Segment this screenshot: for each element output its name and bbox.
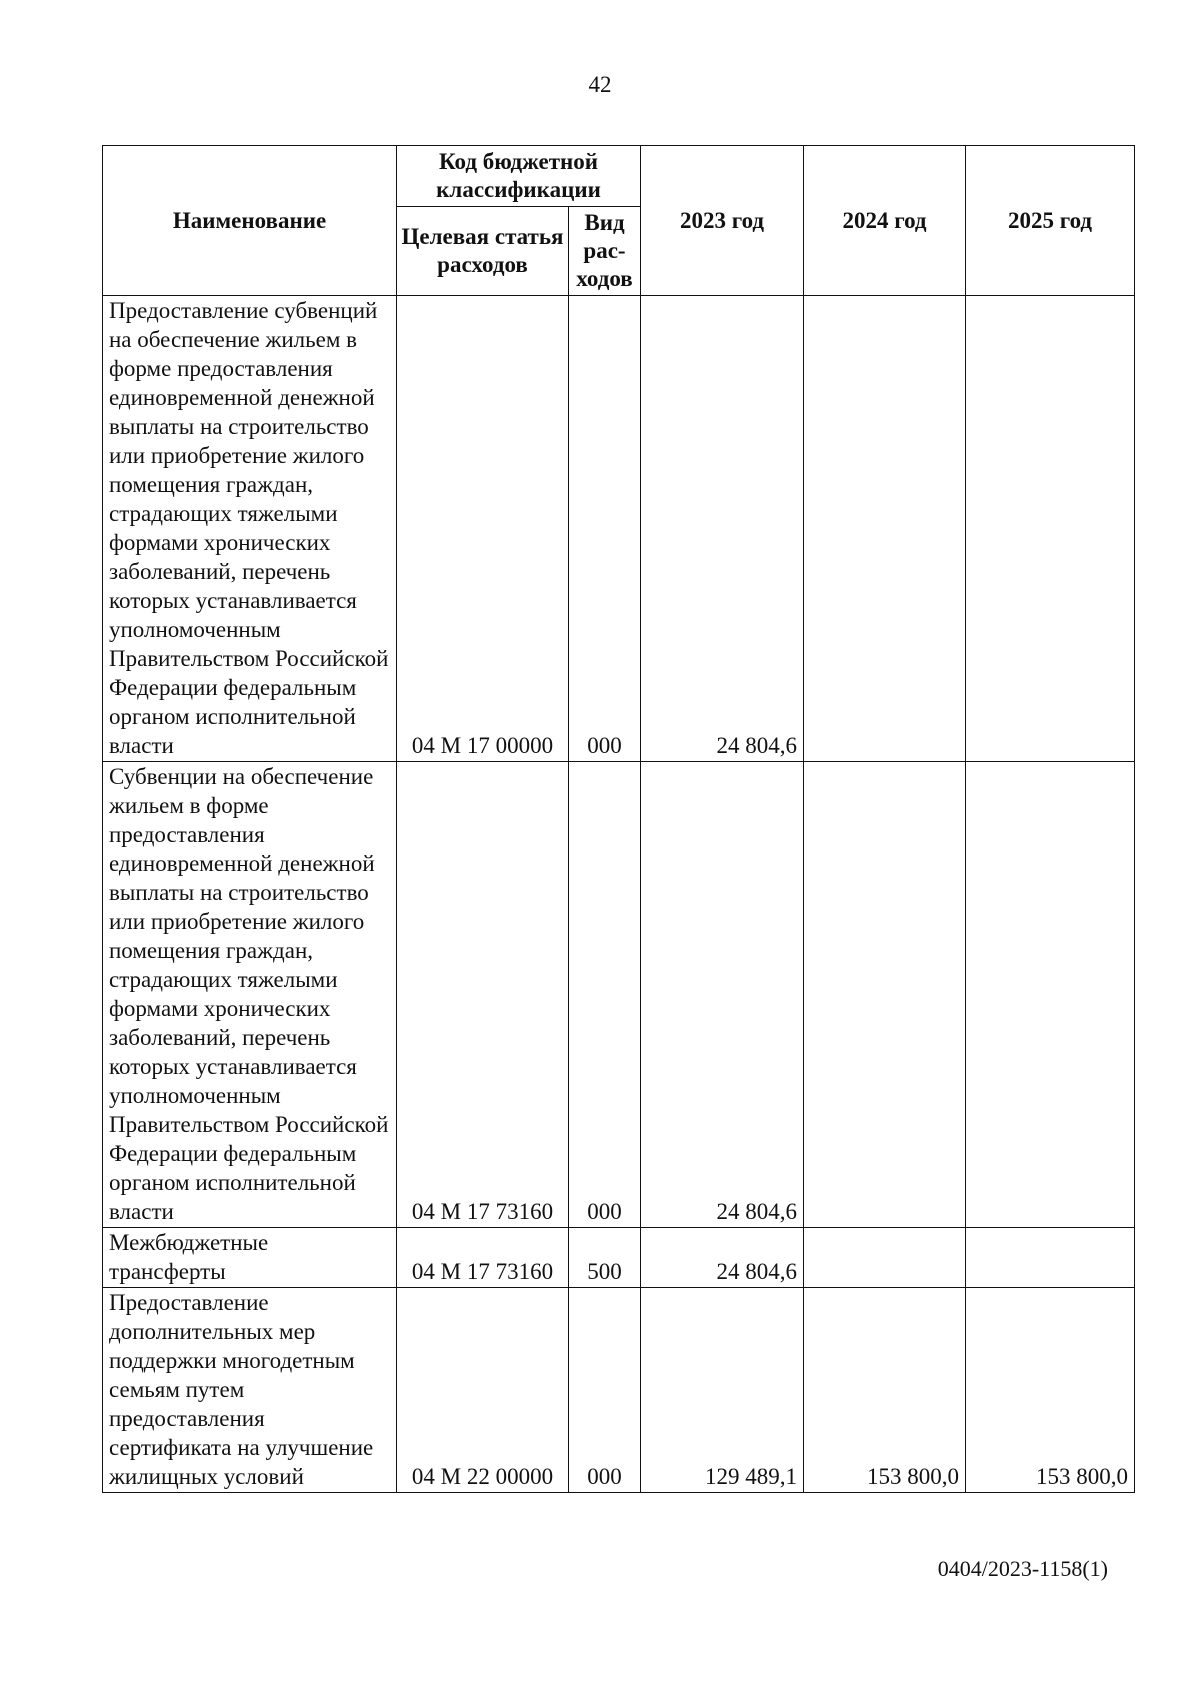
header-year-2023: 2023 год <box>641 146 804 296</box>
table-body <box>103 296 1135 1493</box>
row-target-article: 04 М 17 00000 <box>397 296 569 762</box>
budget-table <box>102 145 1135 1493</box>
row-amount-2023: 24 804,6 <box>641 762 804 1228</box>
row-amount-2025 <box>966 1228 1135 1288</box>
row-amount-2023: 24 804,6 <box>641 1228 804 1288</box>
row-amount-2023: 24 804,6 <box>641 296 804 762</box>
row-name: Субвенции на обеспечение жильем в форме предоставления единовременной денежной выплаты на строительство или приобретение жилого помещения граждан, страдающих тяжелыми формами хронических заболеваний, перечень которых устанавливается уполномоченным Правительством Российской Федерации федеральным органом исполнительной власти <box>103 762 397 1228</box>
row-expense-type: 500 <box>569 1228 641 1288</box>
table-row <box>103 1288 1135 1493</box>
row-name: Межбюджетные трансферты <box>103 1228 397 1288</box>
row-name: Предоставление субвенций на обеспечение жильем в форме предоставления единовременной денежной выплаты на строительство или приобретение жилого помещения граждан, страдающих тяжелыми формами хронических заболеваний, перечень которых устанавливается уполномоченным Правительством Российской Федерации федеральным органом исполнительной власти <box>103 296 397 762</box>
header-target-article: Целевая статья расходов <box>397 207 569 296</box>
row-amount-2025 <box>966 296 1135 762</box>
row-target-article: 04 М 17 73160 <box>397 1228 569 1288</box>
row-name: Предоставление дополнительных мер поддержки многодетным семьям путем предоставления сертификата на улучшение жилищных условий <box>103 1288 397 1493</box>
table-row <box>103 296 1135 762</box>
row-amount-2024 <box>804 1228 966 1288</box>
row-expense-type: 000 <box>569 296 641 762</box>
header-year-2024: 2024 год <box>804 146 966 296</box>
row-amount-2023: 129 489,1 <box>641 1288 804 1493</box>
header-code-group: Код бюджетной классификации <box>397 146 641 207</box>
row-amount-2024: 153 800,0 <box>804 1288 966 1493</box>
row-target-article: 04 М 17 73160 <box>397 762 569 1228</box>
row-amount-2025 <box>966 762 1135 1228</box>
row-amount-2024 <box>804 296 966 762</box>
document-number: 0404/2023-1158(1) <box>937 1556 1108 1581</box>
table-row <box>103 762 1135 1228</box>
header-expense-type: Вид рас-ходов <box>569 207 641 296</box>
header-year-2025: 2025 год <box>966 146 1135 296</box>
table-row <box>103 1228 1135 1288</box>
row-target-article: 04 М 22 00000 <box>397 1288 569 1493</box>
row-expense-type: 000 <box>569 1288 641 1493</box>
header-name: Наименование <box>103 146 397 296</box>
page-number: 42 <box>588 72 612 97</box>
table-header <box>103 146 1135 296</box>
row-amount-2024 <box>804 762 966 1228</box>
row-amount-2025: 153 800,0 <box>966 1288 1135 1493</box>
row-expense-type: 000 <box>569 762 641 1228</box>
